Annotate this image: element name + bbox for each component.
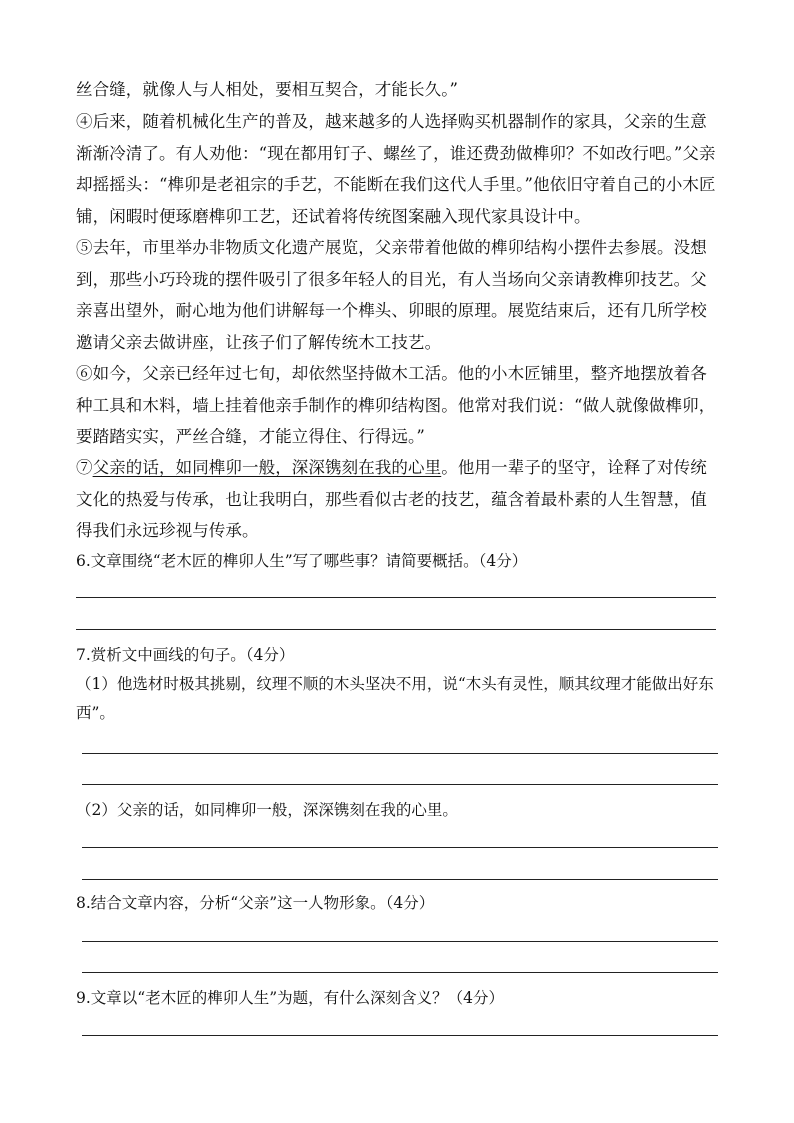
passage-paragraph-4: ④后来，随着机械化生产的普及，越来越多的人选择购买机器制作的家具，父亲的生意渐渐冷清了。有人劝他：“现在都用钉子、螺丝了，谁还费劲做榫卯？不如改行吧。”父亲却摇摇头：“榫卯是老祖宗的手艺，不能断在我们这代人手里。”他依旧守着自己的小木匠铺，闲暇时便琢磨榫卯工艺，还试着将传统图案融入现代家具设计中。 <box>76 112 716 226</box>
question-8: 8.结合文章内容，分析“父亲”这一人物形象。（4分） <box>76 894 435 912</box>
answer-line[interactable] <box>82 941 718 942</box>
answer-line[interactable] <box>82 847 718 848</box>
answer-line[interactable] <box>82 784 718 785</box>
answer-line[interactable] <box>82 879 718 880</box>
answer-line[interactable] <box>82 1035 718 1036</box>
answer-line[interactable] <box>82 753 718 754</box>
underlined-sentence: 父亲的话，如同榫卯一般，深深镌刻在我的心里 <box>92 458 442 477</box>
question-7-part-1: （1）他选材时极其挑剔，纹理不顺的木头坚决不用，说“木头有灵性，顺其纹理才能做出好东西”。 <box>76 675 714 722</box>
question-7-part-2: （2）父亲的话，如同榫卯一般，深深镌刻在我的心里。 <box>76 801 458 819</box>
question-7: 7.赏析文中画线的句子。（4分） <box>76 646 295 664</box>
answer-line[interactable] <box>76 629 716 630</box>
answer-line[interactable] <box>76 597 716 598</box>
answer-line[interactable] <box>82 972 718 973</box>
question-9: 9.文章以“老木匠的榫卯人生”为题，有什么深刻含义？（4分） <box>76 989 505 1007</box>
passage-paragraph-5: ⑤去年，市里举办非物质文化遗产展览，父亲带着他做的榫卯结构小摆件去参展。没想到，那些小巧玲珑的摆件吸引了很多年轻人的目光，有人当场向父亲请教榫卯技艺。父亲喜出望外，耐心地为他们讲解每一个榫头、卯眼的原理。展览结束后，还有几所学校邀请父亲去做讲座，让孩子们了解传统木工技艺。 <box>76 238 707 352</box>
passage-paragraph-6: ⑥如今，父亲已经年过七旬，却依然坚持做木工活。他的小木匠铺里，整齐地摆放着各种工具和木料，墙上挂着他亲手制作的榫卯结构图。他常对我们说：“做人就像做榫卯，要踏踏实实，严丝合缝，才能立得住、行得远。” <box>76 364 716 446</box>
question-6: 6.文章围绕“老木匠的榫卯人生”写了哪些事？请简要概括。（4分） <box>76 552 528 570</box>
passage-paragraph-7 <box>76 452 718 547</box>
paragraph-7-number: ⑦ <box>76 458 93 477</box>
paragraph-7-text: 。他用一辈子的坚守，诠释了对传统文化的热爱与传承，也让我明白，那些看似古老的技艺，蕴含着最朴素的人生智慧，值得我们永远珍视与传承。 <box>76 458 707 540</box>
passage-paragraph-continued: 丝合缝，就像人与人相处，要相互契合，才能长久。” <box>76 80 459 99</box>
